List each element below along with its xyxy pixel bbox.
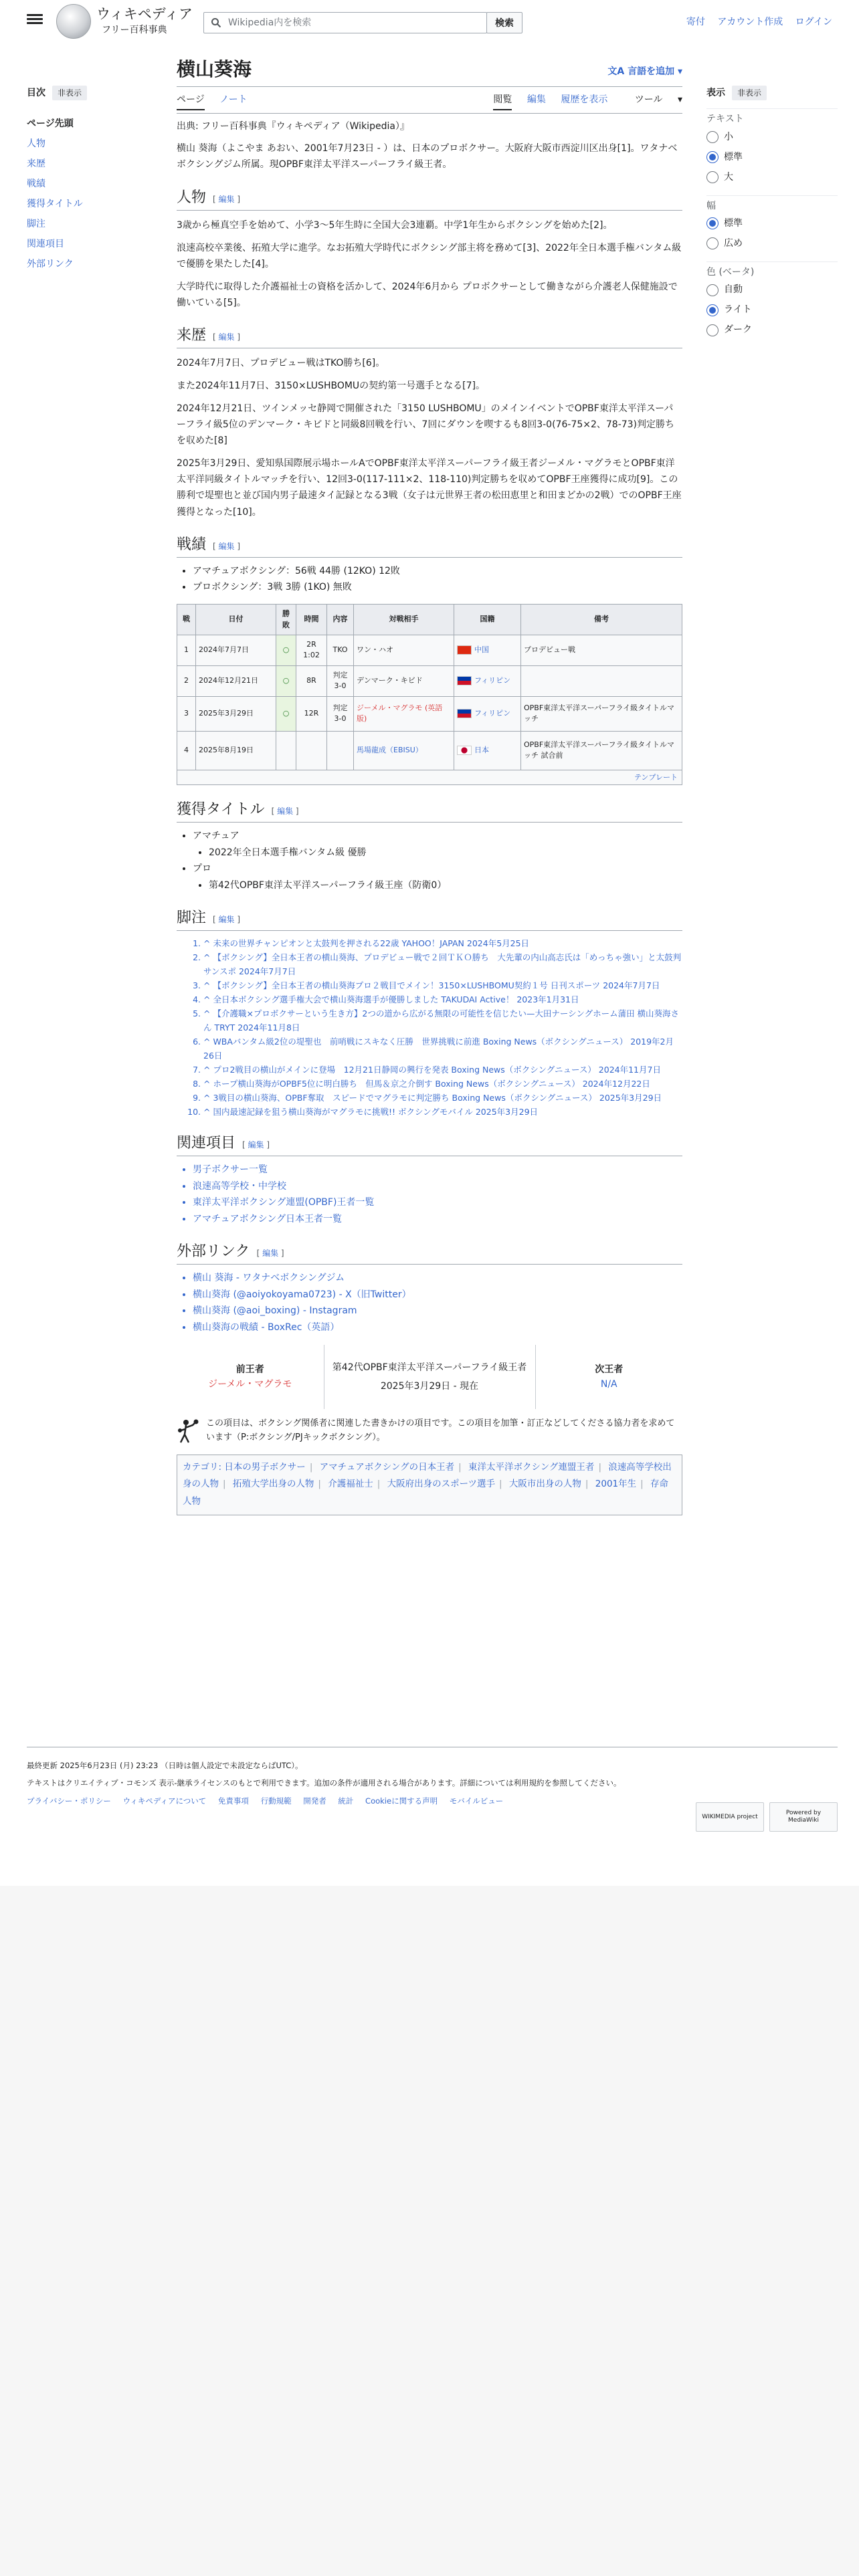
radio-icon[interactable] xyxy=(706,237,719,249)
footer-link[interactable]: 免責事項 xyxy=(217,1796,249,1806)
toc-title: 目次 xyxy=(27,88,45,98)
category-link[interactable]: 大阪市出身の人物 xyxy=(508,1479,581,1490)
category-box xyxy=(177,1455,682,1515)
chevron-down-icon: ▾ xyxy=(677,94,682,105)
cell: 判定 3-0 xyxy=(327,665,354,696)
cell xyxy=(454,696,521,731)
category-link[interactable]: 東洋太平洋ボクシング連盟王者 xyxy=(468,1461,595,1473)
cell xyxy=(454,635,521,665)
category-link[interactable]: 浪速高等学校出身の人物 xyxy=(183,1461,672,1490)
record-summary-list xyxy=(193,563,682,596)
col-header: 国籍 xyxy=(454,604,521,635)
tab-tools[interactable] xyxy=(623,94,682,105)
references-list xyxy=(203,936,682,1119)
logo-title[interactable]: ウィキペディア xyxy=(96,6,193,22)
amateur-label: アマチュア xyxy=(193,831,240,842)
category-link[interactable]: 大阪府出身のスポーツ選手 xyxy=(387,1479,496,1490)
cell: デンマーク・キビド xyxy=(354,665,454,696)
main-menu-button[interactable] xyxy=(27,12,43,28)
cell: 2 xyxy=(177,665,196,696)
footer-badges xyxy=(690,1802,838,1832)
succession-row xyxy=(177,1345,682,1409)
add-language-button[interactable]: 文A 言語を追加 ▾ xyxy=(607,66,682,77)
cell: プロデビュー戦 xyxy=(521,635,682,665)
text-size-small-option[interactable] xyxy=(706,127,838,147)
appearance-panel xyxy=(706,86,838,340)
section-external-heading xyxy=(177,1241,682,1265)
list-item xyxy=(193,861,682,893)
mediawiki-badge[interactable]: Powered by MediaWiki xyxy=(769,1802,838,1832)
toc-item-person[interactable]: 人物 xyxy=(27,138,45,150)
reference-item[interactable]: 6. ^ WBAバンタム級2位の堤聖也 前哨戦にスキなく圧勝 世界挑戦に前進 Boxing News（ボクシングニュース） 2019年2月26日 xyxy=(203,1035,682,1063)
text-size-large-option[interactable] xyxy=(706,167,838,187)
translate-icon: 文A xyxy=(607,66,628,77)
cell: ○ xyxy=(276,635,296,665)
color-label: 色 (ベータ) xyxy=(706,261,838,280)
career-paragraph: 2024年12月21日、ツインメッセ静岡で開催された「3150 LUSHBOMU」のメインイベントでOPBF東洋太平洋スーパーフライ級5位のデンマーク・キビドと同級8回戦を行い、7回にダウンを喫するも8回3-0(76-75×2、78-73)判定勝ちを収めた[8] xyxy=(177,403,675,447)
radio-selected-icon[interactable] xyxy=(706,151,719,163)
donate-link[interactable]: 寄付 xyxy=(686,17,705,27)
fight-record-table xyxy=(177,604,682,770)
section-title: 人物 xyxy=(177,189,207,206)
cell xyxy=(521,665,682,696)
reference-item[interactable]: 1. ^ 未来の世界チャンピオンと太鼓判を押される22歳 YAHOO！JAPAN 2024年5月25日 xyxy=(203,936,682,950)
user-links xyxy=(677,15,832,29)
width-standard-option[interactable] xyxy=(706,213,838,233)
cell: OPBF東洋太平洋スーパーフライ級タイトルマッチ xyxy=(521,696,682,731)
career-paragraph: 2024年7月7日、プロデビュー戦はTKO勝ち[6]。 xyxy=(177,357,385,368)
menu-bar xyxy=(27,14,43,16)
edit-section-link[interactable]: [ 編集 ] xyxy=(257,1249,284,1258)
footer-link[interactable]: モバイルビュー xyxy=(449,1796,504,1806)
section-title: 関連項目 xyxy=(177,1135,236,1152)
table-row xyxy=(177,635,682,665)
succession-prev xyxy=(177,1345,324,1409)
table-of-contents xyxy=(27,86,147,277)
succession-next xyxy=(535,1345,682,1409)
cell: 2024年7月7日 xyxy=(196,635,276,665)
cell: 2025年3月29日 xyxy=(196,696,276,731)
footer-link[interactable]: Cookieに関する声明 xyxy=(365,1796,438,1806)
option-label: 広め xyxy=(724,237,743,249)
reference-item[interactable]: 2. ^ 【ボクシング】全日本王者の横山葵海、プロデビュー戦で２回ＴＫＯ勝ち 大先輩の内山高志氏は「めっちゃ強い」と太鼓判 サンスポ 2024年7月7日 xyxy=(203,950,682,978)
toc-item-titles[interactable]: 獲得タイトル xyxy=(27,199,83,210)
toc-item-top[interactable]: ページ先頭 xyxy=(27,118,74,130)
career-paragraph: 2025年3月29日、愛知県国際展示場ホールAでOPBF東洋太平洋スーパーフライ級王者ジーメル・マグラモとOPBF東洋太平洋同級タイトルマッチを行い、12回3-0(117-111×2、118-110)判定勝ちを収めてOPBF王座獲得に成功[9]。この勝利で堤聖也と並び国内男子最速タイ記録となる3戦（女子は元世界王者の松田恵里と和田まどかの2戦）でのOPBF王座獲得となった[10]。 xyxy=(177,458,682,518)
menu-bar xyxy=(27,22,43,24)
reference-item[interactable]: 3. ^ 【ボクシング】全日本王者の横山葵海プロ２戦目でメイン！3150×LUSHBOMU契約１号 日刊スポーツ 2024年7月7日 xyxy=(203,978,682,992)
section-title: 獲得タイトル xyxy=(177,801,265,819)
cell: ○ xyxy=(276,665,296,696)
toc-item-refs[interactable]: 脚注 xyxy=(27,219,45,230)
category-link[interactable]: 存命人物 xyxy=(183,1479,668,1507)
license-text: テキストはクリエイティブ・コモンズ 表示-継承ライセンスのもとで利用できます。追加の条件が適用される場合があります。詳細については利用規約を参照してください。 xyxy=(27,1778,622,1788)
cell xyxy=(354,696,454,731)
option-label: 大 xyxy=(724,171,733,183)
section-record-heading xyxy=(177,534,682,558)
cell: 4 xyxy=(177,731,196,770)
separator: | xyxy=(598,1461,601,1473)
toc-item-related[interactable]: 関連項目 xyxy=(27,239,64,250)
section-related-heading xyxy=(177,1132,682,1156)
reference-item[interactable]: 5. ^ 【介護職×プロボクサーという生き方】2つの道から広がる無限の可能性を信じたい—大田ナーシングホーム蒲田 横山葵海さん TRYT 2024年11月8日 xyxy=(203,1006,682,1035)
radio-icon[interactable] xyxy=(706,131,719,143)
section-title: 脚注 xyxy=(177,909,207,927)
radio-icon[interactable] xyxy=(706,324,719,336)
option-label: ライト xyxy=(724,304,752,316)
tab-read[interactable]: 閲覧 xyxy=(493,94,512,110)
footer-link[interactable]: 行動規範 xyxy=(260,1796,292,1806)
list-item: • 2022年全日本選手権バンタム級 優勝 xyxy=(209,845,682,861)
appearance-hide-button[interactable]: 非表示 xyxy=(732,86,767,100)
separator: | xyxy=(309,1461,313,1473)
boxer-icon xyxy=(177,1417,201,1444)
philippines-flag-icon xyxy=(457,709,472,718)
related-link[interactable]: • アマチュアボクシング日本王者一覧 xyxy=(193,1211,682,1228)
category-link[interactable]: 2001年生 xyxy=(595,1479,637,1490)
cell: ワン・ハオ xyxy=(354,635,454,665)
cell: ○ xyxy=(276,696,296,731)
table-header-row xyxy=(177,604,682,635)
col-header: 内容 xyxy=(327,604,354,635)
edit-section-link[interactable]: [ 編集 ] xyxy=(213,195,240,204)
cell: 2R 1:02 xyxy=(296,635,327,665)
next-label: 次王者 xyxy=(595,1364,624,1375)
tab-talk[interactable]: ノート xyxy=(219,94,248,105)
lead-paragraph: 横山 葵海（よこやま あおい、2001年7月23日 - ）は、日本のプロボクサー。大阪府大阪市西淀川区出身[1]。ワタナベボクシングジム所属。現OPBF東洋太平洋スーパーフライ級王者。 xyxy=(177,143,678,171)
category-link[interactable]: 日本の男子ボクサー xyxy=(224,1461,306,1473)
prev-holder-link[interactable]: ジーメル・マグラモ xyxy=(208,1379,292,1390)
color-light-option[interactable] xyxy=(706,300,838,320)
col-header: 勝敗 xyxy=(276,604,296,635)
width-label: 幅 xyxy=(706,195,838,213)
separator: | xyxy=(318,1479,321,1490)
category-link[interactable]: アマチュアボクシングの日本王者 xyxy=(319,1461,455,1473)
external-link[interactable]: • 横山 葵海 - ワタナベボクシングジム xyxy=(193,1270,682,1287)
toc-item-record[interactable]: 戦績 xyxy=(27,179,45,190)
color-dark-option[interactable] xyxy=(706,320,838,340)
cell xyxy=(454,731,521,770)
country-link[interactable]: フィリピン xyxy=(474,708,511,718)
cell xyxy=(327,731,354,770)
category-link[interactable]: 介護福祉士 xyxy=(328,1479,373,1490)
section-titles-heading xyxy=(177,798,682,823)
titles-list xyxy=(193,828,682,893)
footer-link[interactable]: プライバシー・ポリシー xyxy=(27,1796,111,1806)
cell: 2025年8月19日 xyxy=(196,731,276,770)
option-label: 標準 xyxy=(724,151,743,163)
text-size-label: テキスト xyxy=(706,108,838,126)
edit-section-link[interactable]: [ 編集 ] xyxy=(242,1140,270,1150)
philippines-flag-icon xyxy=(457,676,472,685)
separator: | xyxy=(499,1479,502,1490)
radio-icon[interactable] xyxy=(706,284,719,296)
external-link[interactable]: • 横山葵海 (@aoi_boxing) - Instagram xyxy=(193,1303,682,1319)
related-link[interactable]: • 浪速高等学校・中学校 xyxy=(193,1178,682,1195)
cell: 1 xyxy=(177,635,196,665)
section-title: 戦績 xyxy=(177,536,207,553)
edit-section-link[interactable]: [ 編集 ] xyxy=(213,915,240,924)
separator: | xyxy=(640,1479,644,1490)
option-label: 小 xyxy=(724,131,733,142)
succession-title: 第42代OPBF東洋太平洋スーパーフライ級王者 xyxy=(332,1362,527,1373)
option-label: 標準 xyxy=(724,217,743,229)
separator: | xyxy=(223,1479,226,1490)
succession-box xyxy=(177,1345,682,1409)
search-icon xyxy=(211,17,221,28)
country-link[interactable]: フィリピン xyxy=(474,675,511,685)
cell: 3 xyxy=(177,696,196,731)
external-link[interactable]: • 横山葵海 (@aoiyokoyama0723) - X（旧Twitter） xyxy=(193,1287,682,1303)
country-link[interactable]: 中国 xyxy=(474,645,489,654)
cell: 8R xyxy=(296,665,327,696)
table-row xyxy=(177,696,682,731)
cell: TKO xyxy=(327,635,354,665)
appearance-title: 表示 xyxy=(706,88,725,98)
prev-label: 前王者 xyxy=(235,1364,264,1375)
tab-history[interactable]: 履歴を表示 xyxy=(561,94,608,105)
menu-bar xyxy=(27,18,43,20)
tools-label: ツール xyxy=(634,94,663,105)
option-label: ダーク xyxy=(724,324,752,336)
footer-link[interactable]: 開発者 xyxy=(303,1796,326,1806)
related-link[interactable]: • 東洋太平洋ボクシング連盟(OPBF)王者一覧 xyxy=(193,1194,682,1211)
section-title: 外部リンク xyxy=(177,1243,250,1261)
search-input[interactable] xyxy=(228,15,469,30)
cell xyxy=(296,731,327,770)
section-career-heading xyxy=(177,324,682,348)
page-background xyxy=(0,1886,859,2576)
next-holder-link[interactable]: N/A xyxy=(600,1379,617,1390)
reference-item[interactable]: 4. ^ 全日本ボクシング選手権大会で横山葵海選手が優勝しました TAKUDAI Active！ 2023年1月31日 xyxy=(203,992,682,1006)
text-size-standard-option[interactable] xyxy=(706,147,838,167)
cell: OPBF東洋太平洋スーパーフライ級タイトルマッチ 試合前 xyxy=(521,731,682,770)
section-person-heading xyxy=(177,187,682,211)
radio-selected-icon[interactable] xyxy=(706,217,719,229)
categories-label[interactable]: カテゴリ: xyxy=(183,1461,222,1473)
source-line: 出典: フリー百科事典『ウィキペディア（Wikipedia）』 xyxy=(177,121,409,132)
cell: 12R xyxy=(296,696,327,731)
radio-icon[interactable] xyxy=(706,171,719,183)
external-link[interactable]: • 横山葵海の戦績 - BoxRec（英語） xyxy=(193,1319,682,1336)
template-link[interactable]: テンプレート xyxy=(177,770,682,786)
option-label: 自動 xyxy=(724,284,743,296)
width-wide-option[interactable] xyxy=(706,233,838,253)
related-link[interactable]: • 男子ボクサー一覧 xyxy=(193,1162,682,1178)
article-content xyxy=(177,56,682,1515)
edit-section-link[interactable]: [ 編集 ] xyxy=(272,807,299,816)
create-account-link[interactable]: アカウント作成 xyxy=(717,17,783,27)
edit-section-link[interactable]: [ 編集 ] xyxy=(213,542,240,551)
color-auto-option[interactable] xyxy=(706,280,838,300)
stub-text: この項目は、ボクシング関係者に関連した書きかけの項目です。この項目を加筆・訂正などしてくださる協力者を求めています（P:ボクシング/PJキックボクシング）。 xyxy=(206,1418,675,1443)
separator: | xyxy=(458,1461,462,1473)
list-item: • アマチュアボクシング：56戦 44勝 (12KO) 12敗 xyxy=(193,563,682,580)
reference-item[interactable]: 8. ^ ホープ横山葵海がOPBF5位に明白勝ち 但馬＆京之介倒す Boxing News（ボクシングニュース） 2024年12月22日 xyxy=(203,1077,682,1091)
page-title: 横山葵海 xyxy=(177,56,682,87)
col-header: 日付 xyxy=(196,604,276,635)
radio-selected-icon[interactable] xyxy=(706,304,719,316)
col-header: 対戦相手 xyxy=(354,604,454,635)
add-language-label: 言語を追加 xyxy=(628,66,675,77)
search-box[interactable] xyxy=(203,12,487,33)
stub-notice xyxy=(177,1417,682,1445)
col-header: 戦 xyxy=(177,604,196,635)
site-footer xyxy=(27,1747,838,1824)
person-paragraph: 大学時代に取得した介護福祉士の資格を活かして、2024年6月から プロボクサーとして働きながら介護老人保健施設で働いている[5]。 xyxy=(177,281,678,308)
site-header xyxy=(0,0,859,43)
separator: | xyxy=(585,1479,589,1490)
succession-center xyxy=(324,1345,535,1409)
reference-item[interactable]: 10. ^ 国内最速記録を狙う横山葵海がマグラモに挑戦!! ボクシングモバイル 2025年3月29日 xyxy=(203,1105,682,1119)
table-row xyxy=(177,665,682,696)
person-paragraph: 3歳から極真空手を始めて、小学3〜5年生時に全国大会3連覇。中学1年生からボクシングを始めた[2]。 xyxy=(177,219,613,231)
wikimedia-badge[interactable]: WIKIMEDIA project xyxy=(696,1802,764,1832)
col-header: 時間 xyxy=(296,604,327,635)
cell: 判定 3-0 xyxy=(327,696,354,731)
list-item: • プロボクシング：3戦 3勝 (1KO) 無敗 xyxy=(193,579,682,596)
person-paragraph: 浪速高校卒業後、拓殖大学に進学。なお拓殖大学時代にボクシング部主将を務めて[3]、2022年全日本選手権バンタム級で優勝を果たした[4]。 xyxy=(177,242,682,270)
related-list xyxy=(193,1162,682,1227)
footer-link[interactable]: ウィキペディアについて xyxy=(122,1796,207,1806)
list-item xyxy=(193,828,682,861)
list-item: • 第42代OPBF東洋太平洋スーパーフライ級王座（防衛0） xyxy=(209,877,682,894)
table-row xyxy=(177,731,682,770)
opponent-link[interactable]: 馬場龍成（EBISU） xyxy=(357,745,423,754)
last-updated: 最終更新 2025年6月23日 (月) 23:23 （日時は個人設定で未設定ならばUTC）。 xyxy=(27,1761,303,1770)
country-link[interactable]: 日本 xyxy=(474,745,489,754)
reference-item[interactable]: 7. ^ プロ2戦目の横山がメインに登場 12月21日静岡の興行を発表 Boxing News（ボクシングニュース） 2024年11月7日 xyxy=(203,1063,682,1077)
wikipedia-globe-logo-icon[interactable] xyxy=(56,4,91,39)
footer-link[interactable]: 統計 xyxy=(338,1796,354,1806)
career-paragraph: また2024年11月7日、3150×LUSHBOMUの契約第一号選手となる[7]。 xyxy=(177,381,486,392)
page-tabs xyxy=(177,87,682,114)
tab-edit[interactable]: 編集 xyxy=(527,94,546,105)
japan-flag-icon xyxy=(457,746,472,755)
col-header: 備考 xyxy=(521,604,682,635)
search-button[interactable]: 検索 xyxy=(486,12,522,33)
toc-item-career[interactable]: 来歴 xyxy=(27,158,45,170)
toc-item-external[interactable]: 外部リンク xyxy=(27,259,74,270)
section-title: 来歴 xyxy=(177,326,207,344)
cell xyxy=(276,731,296,770)
opponent-link[interactable]: ジーメル・マグラモ (英語版) xyxy=(357,703,443,724)
cell: 2024年12月21日 xyxy=(196,665,276,696)
cell xyxy=(354,731,454,770)
cell xyxy=(454,665,521,696)
toc-hide-button[interactable]: 非表示 xyxy=(52,86,87,100)
external-links-list xyxy=(193,1270,682,1335)
logo-subtitle: フリー百科事典 xyxy=(102,25,167,35)
pro-label: プロ xyxy=(193,863,211,875)
section-refs-heading xyxy=(177,907,682,931)
category-link[interactable]: 拓殖大学出身の人物 xyxy=(232,1479,314,1490)
login-link[interactable]: ログイン xyxy=(795,17,832,27)
separator: | xyxy=(377,1479,381,1490)
reference-item[interactable]: 9. ^ 3戦目の横山葵海、OPBF奪取 スピードでマグラモに判定勝ち Boxing News（ボクシングニュース） 2025年3月29日 xyxy=(203,1091,682,1105)
china-flag-icon xyxy=(457,645,472,655)
tab-page[interactable]: ページ xyxy=(177,94,205,110)
edit-section-link[interactable]: [ 編集 ] xyxy=(213,332,240,342)
succession-period: 2025年3月29日 - 現在 xyxy=(380,1381,479,1392)
